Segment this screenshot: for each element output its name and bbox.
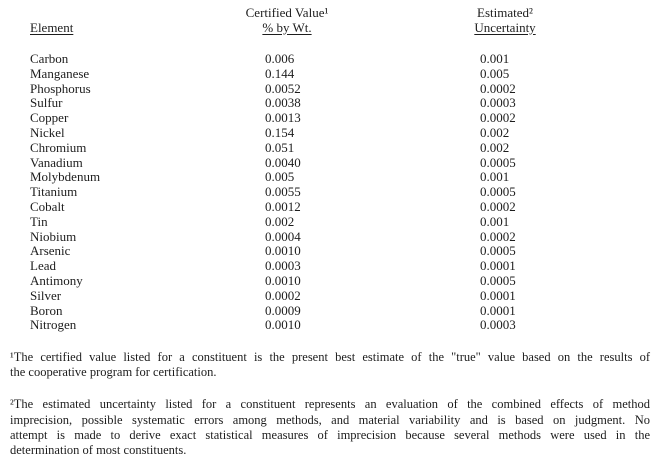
element-cell: Cobalt [30, 198, 65, 214]
uncertainty-cell: 0.0001 [480, 258, 516, 274]
table-row [0, 185, 661, 200]
value-cell: 0.154 [265, 124, 295, 140]
certified-values-table [0, 52, 661, 333]
table-row [0, 141, 661, 156]
value-cell: 0.0002 [265, 287, 301, 303]
element-cell: Antimony [30, 272, 83, 288]
footnote-2 [10, 397, 650, 458]
value-cell: 0.0038 [265, 95, 301, 111]
value-cell: 0.051 [265, 139, 295, 155]
uncertainty-cell: 0.0002 [480, 110, 516, 126]
table-row [0, 170, 661, 185]
element-header-label: Element [30, 19, 74, 35]
element-cell: Lead [30, 258, 56, 274]
value-cell: 0.144 [265, 65, 295, 81]
table-row [0, 304, 661, 319]
uncertainty-cell: 0.0001 [480, 287, 516, 303]
footnote-line: determination of most constituents. [10, 443, 187, 458]
element-cell: Titanium [30, 184, 78, 200]
uncertainty-cell: 0.0002 [480, 228, 516, 244]
table-row [0, 230, 661, 245]
value-cell: 0.0010 [265, 317, 301, 333]
value-cell: 0.0003 [265, 258, 301, 274]
certified-value-header-label: Certified Value¹ [245, 5, 329, 20]
uncertainty-cell: 0.0002 [480, 198, 516, 214]
table-row [0, 126, 661, 141]
value-cell: 0.0055 [265, 184, 301, 200]
uncertainty-cell: 0.0003 [480, 95, 516, 111]
value-cell: 0.0004 [265, 228, 301, 244]
uncertainty-cell: 0.001 [480, 169, 510, 185]
estimated-header-label: Estimated² [477, 5, 533, 20]
value-cell: 0.002 [265, 213, 295, 229]
uncertainty-cell: 0.001 [480, 213, 510, 229]
uncertainty-cell: 0.0002 [480, 80, 516, 96]
uncertainty-column-header [405, 6, 605, 35]
table-row [0, 52, 661, 67]
table-row [0, 244, 661, 259]
value-cell: 0.0013 [265, 110, 301, 126]
element-cell: Molybdenum [30, 169, 101, 185]
value-cell: 0.005 [265, 169, 295, 185]
uncertainty-cell: 0.0001 [480, 302, 516, 318]
footnote-line: imprecision, possible systematic errors among methods, and material variability and is based on judgment. No [10, 412, 650, 427]
table-header-row [0, 0, 661, 35]
footnote-line: ²The estimated uncertainty listed for a constituent represents an evaluation of the combined effects of method [10, 397, 650, 412]
value-cell: 0.0040 [265, 154, 301, 170]
element-cell: Vanadium [30, 154, 83, 170]
percent-by-wt-header-label: % by Wt. [262, 19, 312, 35]
table-row [0, 111, 661, 126]
value-cell: 0.0052 [265, 80, 301, 96]
value-cell: 0.0009 [265, 302, 301, 318]
element-cell: Silver [30, 287, 62, 303]
element-cell: Nickel [30, 124, 65, 140]
table-row [0, 156, 661, 171]
table-row [0, 200, 661, 215]
table-row [0, 318, 661, 333]
uncertainty-cell: 0.0005 [480, 154, 516, 170]
element-cell: Chromium [30, 139, 87, 155]
element-cell: Copper [30, 110, 69, 126]
uncertainty-cell: 0.001 [480, 51, 510, 66]
table-row [0, 96, 661, 111]
element-cell: Boron [30, 302, 63, 318]
footnotes-section [10, 350, 650, 458]
uncertainty-cell: 0.002 [480, 139, 510, 155]
table-row [0, 215, 661, 230]
uncertainty-cell: 0.002 [480, 124, 510, 140]
uncertainty-cell: 0.0003 [480, 317, 516, 333]
element-cell: Tin [30, 213, 48, 229]
value-cell: 0.0010 [265, 243, 301, 259]
table-row [0, 289, 661, 304]
element-cell: Sulfur [30, 95, 63, 111]
value-cell: 0.0010 [265, 272, 301, 288]
element-cell: Carbon [30, 51, 69, 66]
table-row [0, 259, 661, 274]
footnote-1 [10, 350, 650, 380]
table-row [0, 82, 661, 97]
element-cell: Manganese [30, 65, 90, 81]
uncertainty-cell: 0.0005 [480, 272, 516, 288]
value-cell: 0.006 [265, 51, 295, 66]
uncertainty-cell: 0.0005 [480, 243, 516, 259]
uncertainty-cell: 0.005 [480, 65, 510, 81]
certified-value-column-header [200, 6, 374, 35]
table-row [0, 274, 661, 289]
uncertainty-cell: 0.0005 [480, 184, 516, 200]
element-cell: Niobium [30, 228, 77, 244]
uncertainty-header-label: Uncertainty [474, 19, 536, 35]
element-cell: Phosphorus [30, 80, 91, 96]
element-column-header [0, 21, 200, 36]
value-cell: 0.0012 [265, 198, 301, 214]
footnote-line: ¹The certified value listed for a constituent is the present best estimate of the "true" value based on the results of [10, 350, 650, 364]
element-cell: Nitrogen [30, 317, 77, 333]
footnote-line: the cooperative program for certification. [10, 365, 217, 380]
footnote-line: attempt is made to derive exact statistical measures of imprecision because several methods were used in the [10, 427, 650, 442]
element-cell: Arsenic [30, 243, 71, 259]
table-row [0, 67, 661, 82]
